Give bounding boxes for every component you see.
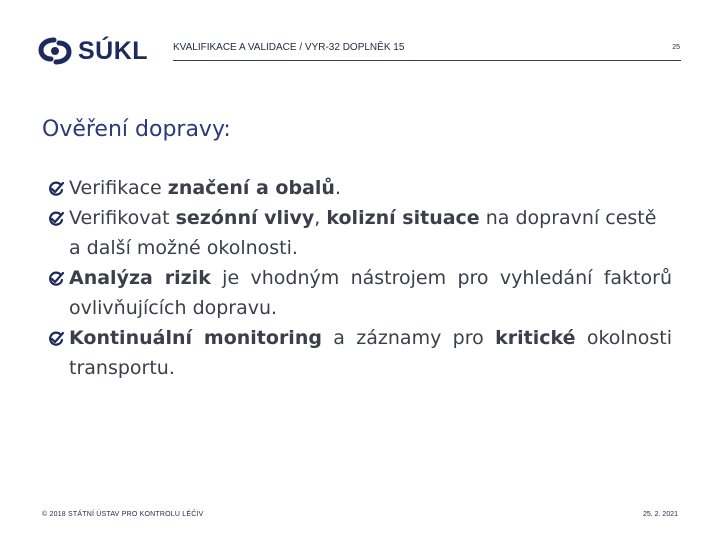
bullet-text: a záznamy pro <box>321 327 496 349</box>
bullet-item <box>47 173 672 203</box>
footer-copyright: © 2018 STÁTNÍ ÚSTAV PRO KONTROLU LÉČIV <box>42 511 204 518</box>
bullet-text: na dopravní cestě a další možné okolnosti. <box>69 207 657 259</box>
header-divider <box>173 60 681 61</box>
bullet-list <box>47 173 672 383</box>
bullet-text: . <box>334 177 341 199</box>
sukl-logo <box>38 34 148 68</box>
footer-date: 25. 2. 2021 <box>642 511 678 518</box>
header-title: KVALIFIKACE A VALIDACE / VYR-32 DOPLNĚK 15 <box>173 42 405 53</box>
bullet-emphasis: sezónní vlivy <box>175 207 315 229</box>
bullet-text: okolnosti transportu. <box>69 327 672 379</box>
bullet-text: je vhodným nástrojem pro vyhledání faktorů ovlivňujících dopravu. <box>69 267 672 319</box>
bullet-item <box>47 263 672 323</box>
sukl-logo-icon <box>38 36 72 66</box>
bullet-text: Verifikovat <box>69 207 176 229</box>
circle-check-icon <box>47 181 65 197</box>
bullet-item <box>47 323 672 383</box>
circle-check-icon <box>47 211 65 227</box>
page-number: 25 <box>672 44 680 51</box>
circle-check-icon <box>47 331 65 347</box>
bullet-emphasis: kritické <box>495 327 576 349</box>
bullet-text: , <box>314 207 327 229</box>
bullet-emphasis: značení a obalů <box>167 177 335 199</box>
circle-check-icon <box>47 271 65 287</box>
bullet-emphasis: kolizní situace <box>326 207 480 229</box>
bullet-item <box>47 203 672 263</box>
bullet-emphasis: Analýza rizik <box>69 267 211 289</box>
slide-title: Ověření dopravy: <box>42 117 231 142</box>
logo-wordmark: SÚKL <box>78 36 149 65</box>
bullet-text: Verifikace <box>69 177 168 199</box>
bullet-emphasis: Kontinuální monitoring <box>69 327 322 349</box>
